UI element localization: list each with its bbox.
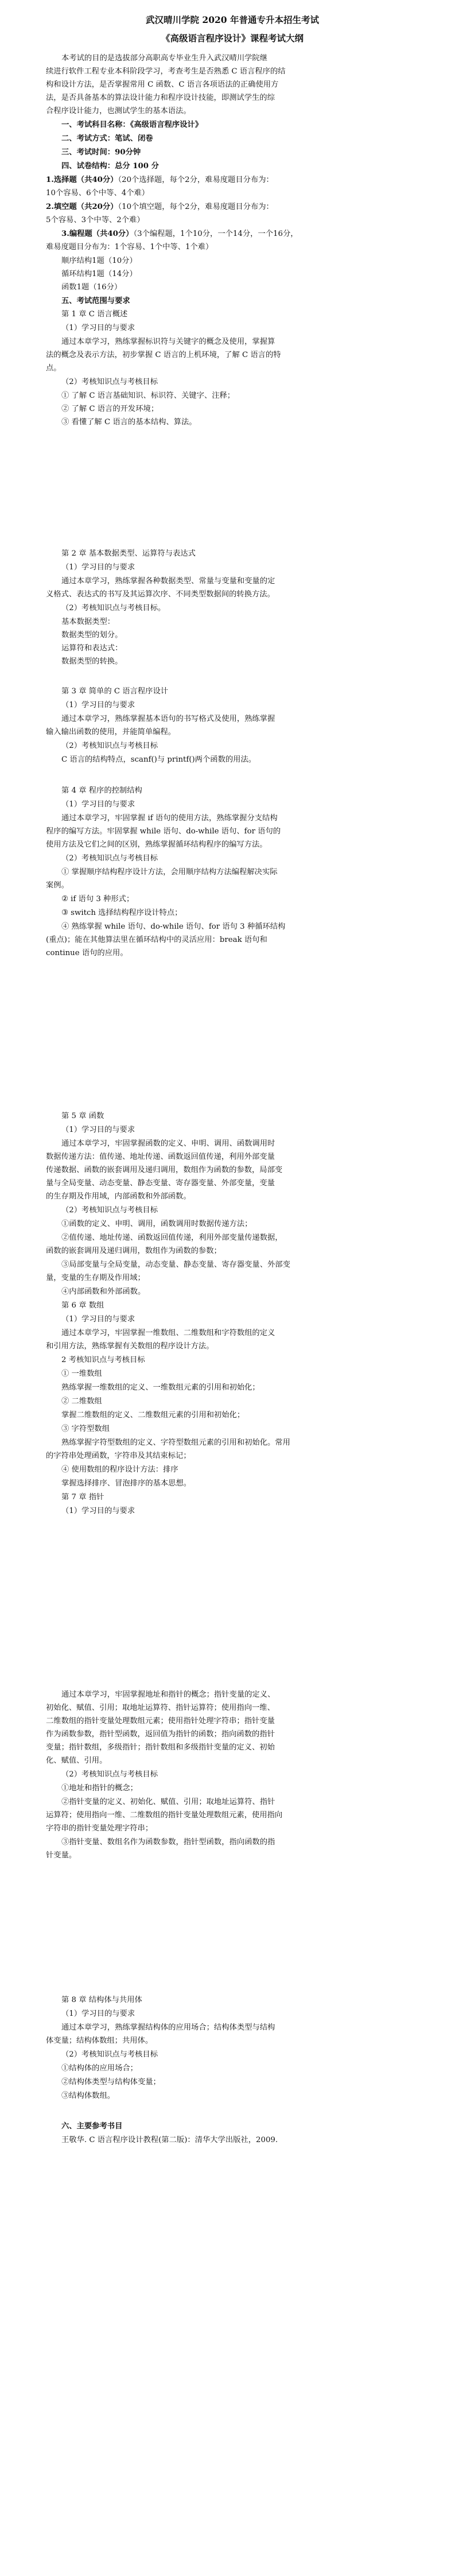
list-item: 运算符和表达式： xyxy=(61,644,123,653)
body-line: 使用方法及它们之间的区别，熟练掌握循环结构程序的编写方法。 xyxy=(46,840,267,849)
body-line: 法的概念及表示方法，初步掌握 C 语言的上机环境，了解 C 语言的特 xyxy=(46,351,281,359)
body-line: 程序的编写方法。牢固掌握 while 语句、do-while 语句、for 语句的 xyxy=(46,827,281,836)
list-item: 量，变量的生存期及作用域； xyxy=(46,1274,145,1282)
question-type-fill: 2.填空题（共20分）（10个填空题，每个2分，难易度题目分布为： xyxy=(46,203,274,211)
subheading: （2）考核知识点与考核目标。 xyxy=(61,604,166,612)
body-line: 点。 xyxy=(46,364,61,373)
list-item: ③结构体数组。 xyxy=(61,2092,115,2100)
chapter-title: 第 5 章 函数 xyxy=(61,1112,104,1120)
chapter-title: 第 1 章 C 语言概述 xyxy=(61,310,128,319)
list-item: ② if 语句 3 种形式； xyxy=(61,895,134,903)
subheading: 2 考核知识点与考核目标 xyxy=(61,1356,145,1364)
list-item: 字符串的指针变量处理字符串； xyxy=(46,1824,153,1833)
list-item: ④内部函数和外部函数。 xyxy=(61,1287,146,1296)
subheading: （1）学习目的与要求 xyxy=(61,1507,135,1515)
list-item: ①函数的定义、申明、调用，函数调用时数据传递方法； xyxy=(61,1220,252,1228)
list-item: (重点)；能在其他算法里在循环结构中的灵活应用：break 语句和 xyxy=(46,936,267,944)
body-line: 通过本章学习，熟练掌握各种数据类型、常量与变量和变量的定 xyxy=(61,577,275,585)
body-line: 输入输出函数的使用，并能简单编程。 xyxy=(46,728,176,736)
exam-title: 武汉晴川学院 2020 年普通专升本招生考试 xyxy=(146,14,319,25)
chapter-title: 第 2 章 基本数据类型、运算符与表达式 xyxy=(61,549,196,558)
list-item: ② 了解 C 语言的开发环境； xyxy=(61,405,159,413)
body-line: 数据传递方法：值传递、地址传递、函数返回值传递，利用外部变量 xyxy=(46,1153,275,1161)
body-line: 体变量；结构体数组；共用体。 xyxy=(46,2036,153,2045)
program-item: 顺序结构1题（10分） xyxy=(61,257,137,265)
body-line: 初始化、赋值、引用；取地址运算符、指针运算符；使用指向一维、 xyxy=(46,1704,275,1712)
subheading: （2）考核知识点与考核目标 xyxy=(61,378,158,386)
chapter-title: 第 8 章 结构体与共用体 xyxy=(61,1996,142,2004)
body-line: 通过本章学习，牢固掌握一维数组、二维数组和字符数组的定义 xyxy=(61,1329,275,1337)
list-item: ① 掌握顺序结构程序设计方法，会用顺序结构方法编程解决实际 xyxy=(61,868,278,876)
body-line: 通过本章学习，牢固掌握 if 语句的使用方法，熟练掌握分支结构 xyxy=(61,814,278,823)
question-type-cont: 难易度题目分布为：1个容易、1个中等、1个难） xyxy=(46,243,213,251)
body-line: 量与全局变量、动态变量、静态变量、寄存器变量、外部变量，变量 xyxy=(46,1179,275,1188)
body-line: 通过本章学习，熟练掌握结构体的应用场合；结构体类型与结构 xyxy=(61,2023,275,2032)
list-item: 基本数据类型： xyxy=(61,618,115,626)
subheading: （1）学习目的与要求 xyxy=(61,1315,135,1324)
subheading: （1）学习目的与要求 xyxy=(61,2009,135,2018)
list-item: 掌握选择排序、冒泡排序的基本思想。 xyxy=(61,1479,192,1488)
intro-line: 构和设计方法，是否掌握常用 C 函数、C 语言各项语法的正确使用方 xyxy=(46,80,279,89)
subheading: （2）考核知识点与考核目标 xyxy=(61,1206,158,1215)
list-item: ②结构体类型与结构体变量； xyxy=(61,2078,161,2086)
body-line: 义格式、表达式的书写及其运算次序、不同类型数据间的转换方法。 xyxy=(46,590,275,599)
list-item: ②指针变量的定义、初始化、赋值、引用；取地址运算符、指针 xyxy=(61,1798,275,1806)
list-item: ③ 字符型数组 xyxy=(61,1425,110,1433)
chapter-title: 第 7 章 指针 xyxy=(61,1493,104,1502)
chapter-title: 第 6 章 数组 xyxy=(61,1301,104,1310)
syllabus-title: 《高级语言程序设计》课程考试大纲 xyxy=(161,33,304,44)
intro-line: 本考试的目的是选拔部分高职高专毕业生升入武汉晴川学院继 xyxy=(61,54,268,63)
list-item: 函数的嵌套调用及递归调用，数组作为函数的参数； xyxy=(46,1247,221,1255)
list-item: ①结构体的应用场合； xyxy=(61,2064,138,2073)
intro-line: 法，是否具备基本的算法设计能力和程序设计技能，即测试学生的综 xyxy=(46,94,275,102)
body-line: 变量；指针数组，多级指针；指针数组和多级指针变量的定义、初始 xyxy=(46,1743,275,1752)
chapter-title: 第 4 章 程序的控制结构 xyxy=(61,786,142,795)
chapter-title: 第 3 章 简单的 C 语言程序设计 xyxy=(61,687,169,696)
list-item: ④ 熟练掌握 while 语句、do-while 语句、for 语句 3 种循环结构 xyxy=(61,922,286,931)
body-line: 二维数组的指针变量处理数组元素；使用指针处理字符串；指针变量 xyxy=(46,1717,275,1725)
body-line: 传递数据、函数的嵌套调用及递归调用，数组作为函数的参数，局部变 xyxy=(46,1166,283,1174)
body-line: 通过本章学习，牢固掌握函数的定义、申明、调用、函数调用时 xyxy=(61,1139,275,1148)
list-item: ③ 看懂了解 C 语言的基本结构、算法。 xyxy=(61,418,197,426)
paper-structure: 四、试卷结构：总分 100 分 xyxy=(61,162,159,170)
list-item: 数据类型的转换。 xyxy=(61,657,123,666)
list-item: ① 了解 C 语言基础知识、标识符、关键字、注释； xyxy=(61,391,235,400)
body-line: 通过本章学习，牢固掌握地址和指针的概念；指针变量的定义、 xyxy=(61,1690,275,1699)
body-line: 和引用方法，熟练掌握有关数组的程序设计方法。 xyxy=(46,1342,214,1351)
intro-line: 合程序设计能力，也测试学生的基本语法。 xyxy=(46,107,191,115)
subheading: （1）学习目的与要求 xyxy=(61,800,135,809)
reference-item: 王敬华. C 语言程序设计教程(第二版)：清华大学出版社，2009. xyxy=(61,2136,278,2144)
section-heading: 六、主要参考书目 xyxy=(61,2122,123,2131)
body-line: 作为函数参数，指针型函数，返回值为指针的函数；指向函数的指针 xyxy=(46,1730,275,1739)
body-line: C 语言的结构特点，scanf()与 printf()两个函数的用法。 xyxy=(61,755,256,764)
question-type-choice: 1.选择题（共40分）（20个选择题，每个2分，难易度题目分布为： xyxy=(46,176,274,184)
list-item: 运算符；使用指向一维、二维数组的指针变量处理数组元素，使用指向 xyxy=(46,1811,283,1820)
program-item: 循环结构1题（14分） xyxy=(61,270,137,278)
question-type-cont: 5个容易、3个中等、2个难） xyxy=(46,216,145,224)
list-item: 的字符串处理函数，字符串及其结束标记； xyxy=(46,1452,191,1460)
subheading: （1）学习目的与要求 xyxy=(61,324,135,332)
question-type-program: 3.编程题（共40分）（3个编程题，1个10分，一个14分，一个16分， xyxy=(61,230,298,238)
subheading: （2）考核知识点与考核目标 xyxy=(61,1770,158,1779)
intro-line: 续进行软件工程专业本科阶段学习，考查考生是否熟悉 C 语言程序的结 xyxy=(46,67,286,76)
list-item: ③ switch 选择结构程序设计特点； xyxy=(61,909,182,917)
subheading: （1）学习目的与要求 xyxy=(61,563,135,572)
list-item: ①地址和指针的概念； xyxy=(61,1784,138,1793)
list-item: 熟练掌握一维数组的定义、一维数组元素的引用和初始化； xyxy=(61,1383,260,1392)
body-line: 通过本章学习，熟练掌握标识符与关键字的概念及使用，掌握算 xyxy=(61,337,275,346)
list-item: ③局部变量与全局变量，动态变量、静态变量、寄存器变量、外部变 xyxy=(61,1260,290,1269)
section-heading: 一、考试科目名称：《高级语言程序设计》 xyxy=(61,121,203,129)
list-item: ④ 使用数组的程序设计方法：排序 xyxy=(61,1465,178,1474)
list-item: 针变量。 xyxy=(46,1851,77,1860)
list-item: 熟练掌握字符型数组的定义、字符型数组元素的引用和初始化。常用 xyxy=(61,1438,290,1447)
list-item: 案例。 xyxy=(46,881,69,890)
question-type-cont: 10个容易、6个中等、4个难） xyxy=(46,189,150,197)
subheading: （2）考核知识点与考核目标 xyxy=(61,742,158,750)
subheading: （2）考核知识点与考核目标 xyxy=(61,854,158,863)
list-item: ① 一维数组 xyxy=(61,1370,102,1378)
program-item: 函数1题（16分） xyxy=(61,283,122,292)
exam-format: 二、考试方式：笔试、闭卷 xyxy=(61,134,153,143)
list-item: ② 二维数组 xyxy=(61,1397,102,1406)
subheading: （1）学习目的与要求 xyxy=(61,701,135,709)
list-item: continue 语句的应用。 xyxy=(46,949,128,957)
body-line: 通过本章学习，熟练掌握基本语句的书写格式及使用，熟练掌握 xyxy=(61,715,275,723)
body-line: 的生存期及作用域，内部函数和外部函数。 xyxy=(46,1192,191,1201)
list-item: ③指针变量、数组名作为函数参数，指针型函数，指向函数的指 xyxy=(61,1838,275,1846)
body-line: 化、赋值、引用。 xyxy=(46,1756,107,1765)
subheading: （1）学习目的与要求 xyxy=(61,1126,135,1134)
exam-duration: 三、考试时间：90分钟 xyxy=(61,148,141,157)
list-item: ②值传递、地址传递、函数返回值传递，利用外部变量传递数据， xyxy=(61,1233,283,1242)
subheading: （2）考核知识点与考核目标 xyxy=(61,2050,158,2059)
list-item: 数据类型的划分。 xyxy=(61,631,123,639)
section-heading: 五、考试范围与要求 xyxy=(61,297,130,305)
list-item: 掌握二维数组的定义、二维数组元素的引用和初始化； xyxy=(61,1411,245,1419)
